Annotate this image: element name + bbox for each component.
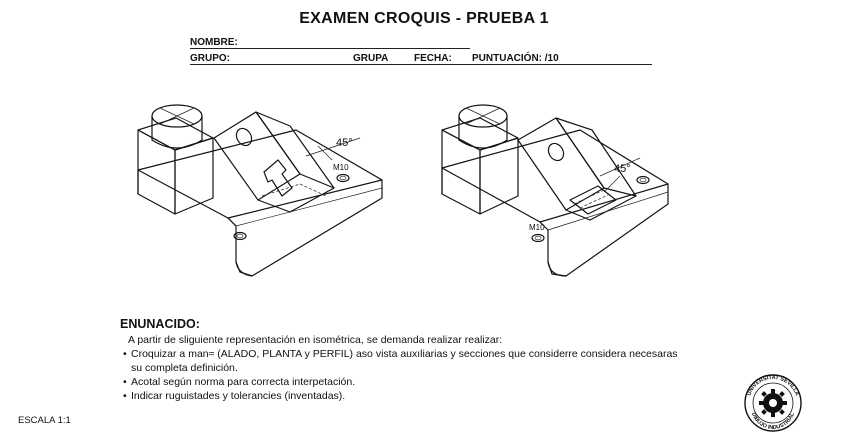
- gear-icon: [759, 389, 787, 417]
- bullet-item: [123, 347, 678, 361]
- bullet-item: [123, 375, 356, 389]
- left-angle-label: 45°: [336, 137, 353, 149]
- bullet-text: Indicar ruguistades y tolerancies (inventadas).: [131, 390, 346, 402]
- university-seal: [745, 375, 801, 431]
- right-angle-label: 45°: [614, 163, 631, 175]
- bullet-dot: •: [123, 390, 127, 402]
- puntuacion-label: PUNTUACIÓN: /10: [472, 53, 559, 64]
- exam-title: EXAMEN CROQUIS - PRUEBA 1: [299, 10, 549, 27]
- bullet-item: [123, 389, 346, 403]
- right-thread-label: M10: [529, 223, 545, 232]
- seal-top-text: UNIVERSITAT SEVILLA: [746, 374, 800, 397]
- left-thread-label: M10: [333, 163, 349, 172]
- bullet-text: Acotal según norma para correcta interpetación.: [131, 376, 356, 388]
- bullet-dot: •: [123, 376, 127, 388]
- bullet-dot: •: [123, 348, 127, 360]
- nombre-label: NOMBRE:: [190, 37, 238, 48]
- bullet-text: su completa definición.: [131, 362, 238, 374]
- scale-label: ESCALA 1:1: [18, 415, 71, 426]
- grupo-label: GRUPO:: [190, 53, 230, 64]
- bullet-continuation: [131, 361, 238, 375]
- seal-bottom-text: DIBUJO INDUSTRIAL: [750, 411, 796, 432]
- statement-title: ENUNACIDO:: [120, 317, 200, 331]
- bullet-text: Croquizar a man≈ (ALADO, PLANTA y PERFIL) aso vista auxıliarias y secciones que considerre considera necesaras: [131, 348, 678, 360]
- grupa-label: GRUPA: [353, 53, 389, 64]
- left-isometric-part: [138, 105, 382, 276]
- right-isometric-part: [442, 105, 668, 276]
- fecha-label: FECHA:: [414, 53, 452, 64]
- statement-intro: A partir de sliguiente representación en isométrica, se demanda realizar realizar:: [128, 334, 503, 346]
